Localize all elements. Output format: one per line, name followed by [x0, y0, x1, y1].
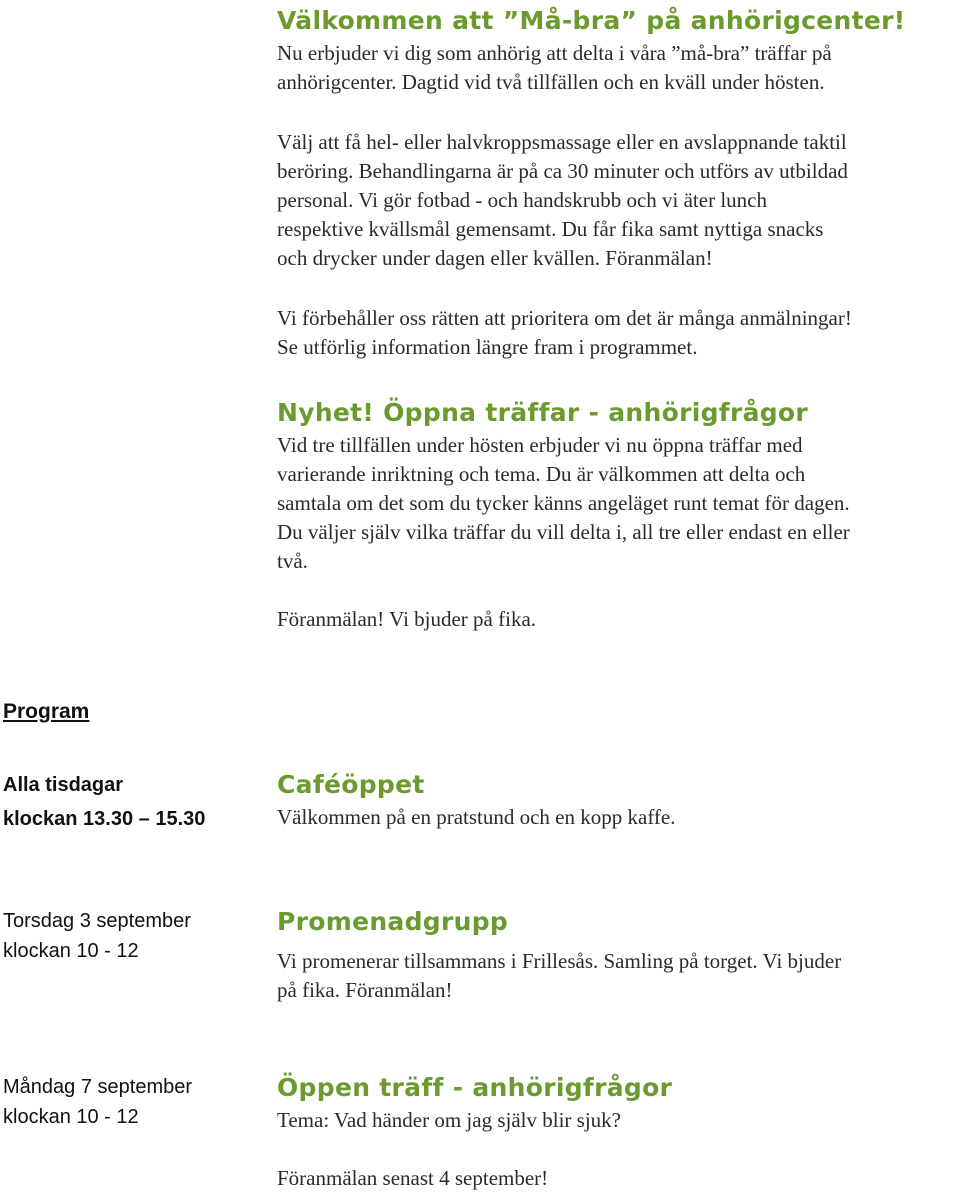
event-time: klockan 10 - 12 — [3, 940, 139, 962]
event-walk-title: Promenadgrupp — [277, 907, 509, 936]
news-line: samtala om det som du tycker känns angeläget runt temat för dagen. — [277, 491, 850, 515]
event-walk-desc — [277, 947, 960, 1005]
massage-paragraph — [277, 128, 960, 273]
news-heading: Nyhet! Öppna träffar - anhörigfrågor — [277, 398, 809, 427]
massage-line: respektive kvällsmål gemensamt. Du får fika samt nyttiga snacks — [277, 217, 824, 241]
event-cafe-title: Caféöppet — [277, 770, 425, 799]
news-line: varierande inriktning och tema. Du är välkommen att delta och — [277, 462, 806, 486]
event-day: Måndag 7 september — [3, 1076, 193, 1098]
event-meeting-date — [3, 1072, 192, 1132]
event-meeting-title: Öppen träff - anhörigfrågor — [277, 1073, 673, 1102]
welcome-line: Nu erbjuder vi dig som anhörig att delta i våra ”må-bra” träffar på — [277, 41, 832, 65]
news-line: Vid tre tillfällen under hösten erbjuder vi nu öppna träffar med — [277, 433, 803, 457]
event-day: Torsdag 3 september — [3, 910, 191, 932]
event-line: på fika. Föranmälan! — [277, 978, 453, 1002]
event-time: klockan 10 - 12 — [3, 1106, 139, 1128]
event-cafe-desc — [277, 803, 960, 832]
news-closing: Föranmälan! Vi bjuder på fika. — [277, 607, 537, 631]
event-line: Tema: Vad händer om jag själv blir sjuk? — [277, 1108, 621, 1132]
news-line: Du väljer själv vilka träffar du vill delta i, all tre eller endast en eller — [277, 520, 850, 544]
priority-line: Vi förbehåller oss rätten att prioritera om det är många anmälningar! — [277, 306, 852, 330]
news-paragraph — [277, 431, 960, 576]
priority-line: Se utförlig information längre fram i programmet. — [277, 335, 698, 359]
massage-line: personal. Vi gör fotbad - och handskrubb och vi äter lunch — [277, 188, 767, 212]
event-time: klockan 13.30 – 15.30 — [3, 808, 206, 830]
event-walk-date — [3, 906, 191, 966]
event-meeting-desc — [277, 1106, 960, 1135]
massage-line: beröring. Behandlingarna är på ca 30 minuter och utförs av utbildad — [277, 159, 848, 183]
news-line: två. — [277, 549, 308, 573]
priority-paragraph — [277, 304, 960, 362]
event-line: Välkommen på en pratstund och en kopp kaffe. — [277, 805, 676, 829]
program-title: Program — [3, 700, 90, 723]
massage-line: Välj att få hel- eller halvkroppsmassage eller en avslappnande taktil — [277, 130, 847, 154]
welcome-intro — [277, 39, 960, 97]
welcome-heading: Välkommen att ”Må-bra” på anhörigcenter! — [277, 6, 906, 35]
event-cafe-date — [3, 770, 205, 834]
welcome-line: anhörigcenter. Dagtid vid två tillfällen och en kväll under hösten. — [277, 70, 825, 94]
event-meeting-note: Föranmälan senast 4 september! — [277, 1166, 549, 1190]
event-day: Alla tisdagar — [3, 774, 124, 796]
massage-line: och drycker under dagen eller kvällen. Föranmälan! — [277, 246, 713, 270]
event-line: Vi promenerar tillsammans i Frillesås. Samling på torget. Vi bjuder — [277, 949, 842, 973]
